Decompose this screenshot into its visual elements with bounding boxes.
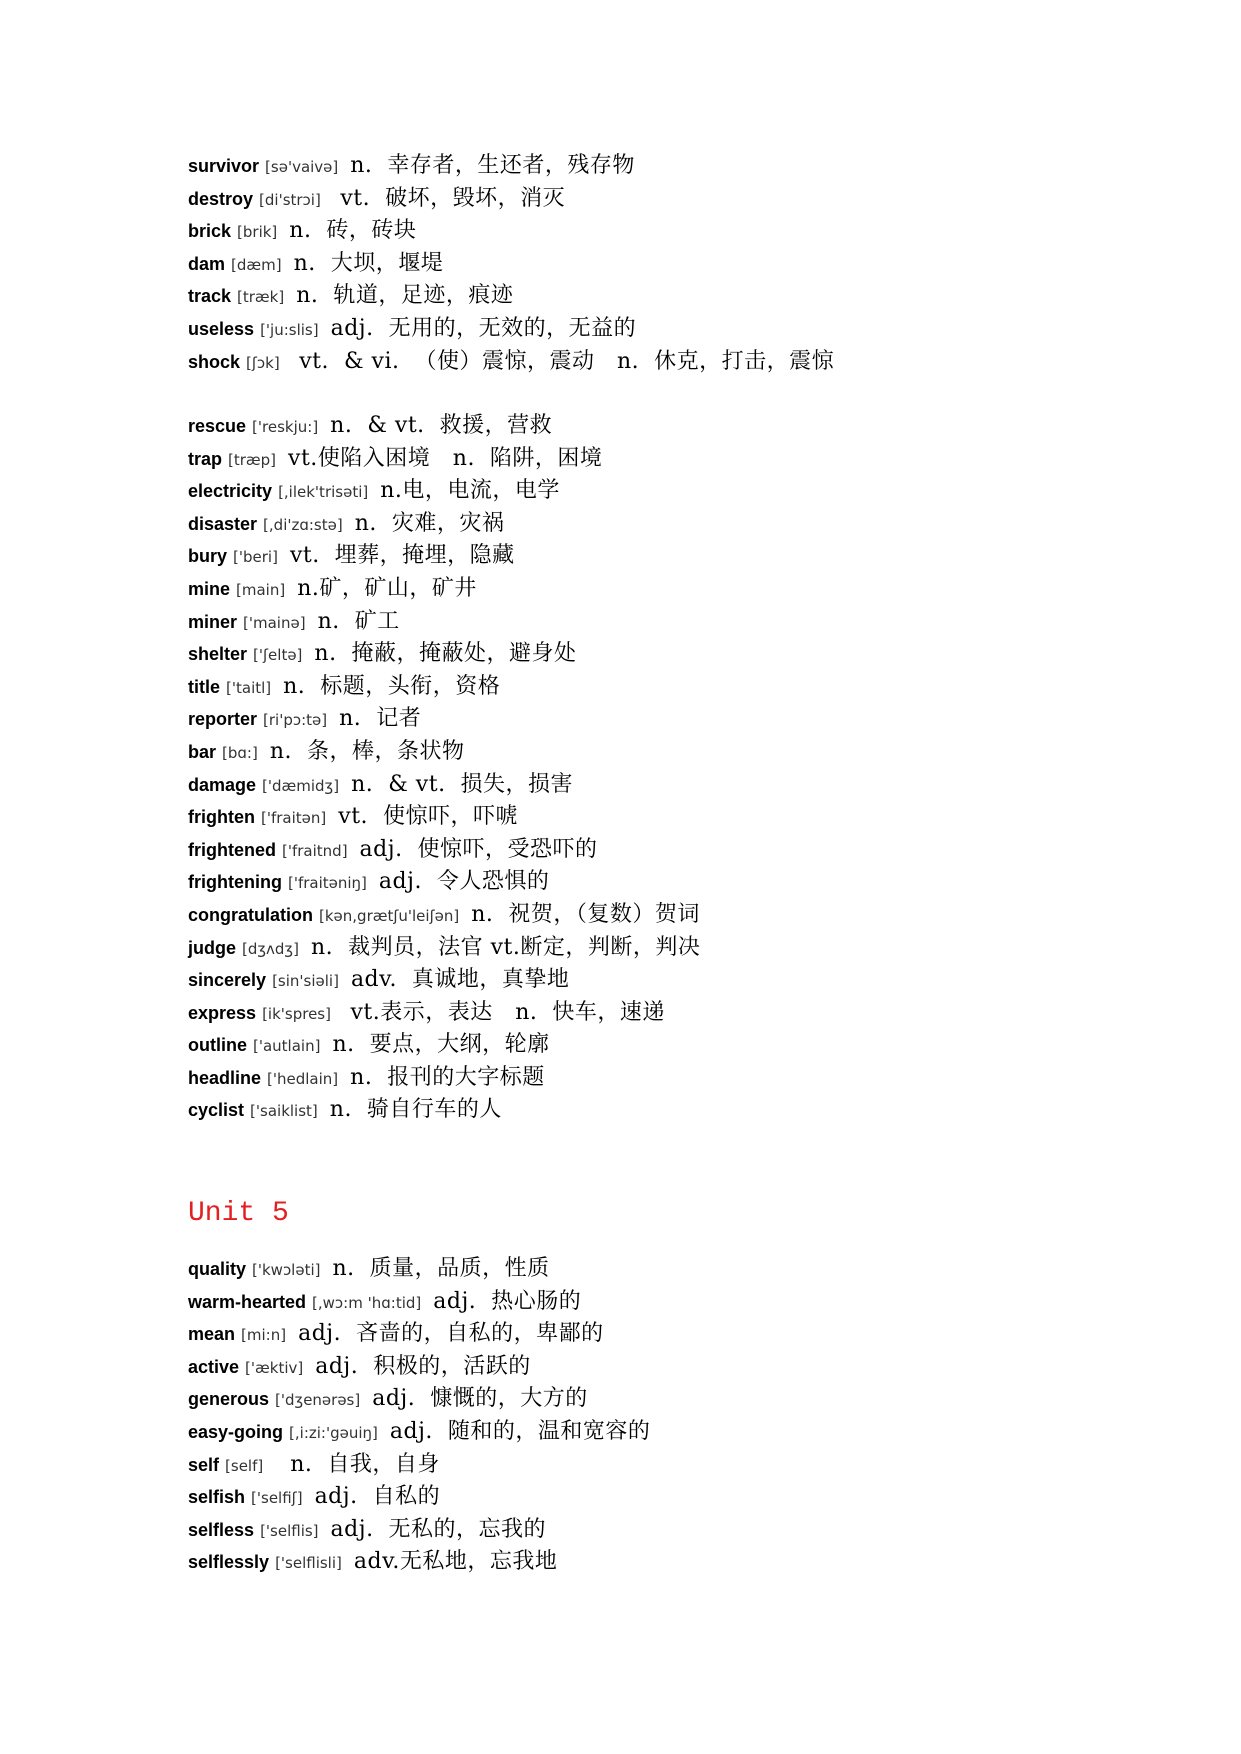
definition: n. 掩蔽，掩蔽处，避身处 <box>314 641 577 667</box>
vocab-word: trap <box>188 448 223 469</box>
vocab-word: active <box>188 1356 240 1377</box>
vocab-word: selflessly <box>188 1552 270 1573</box>
definition: n. 矿工 <box>317 608 400 634</box>
vocab-word: warm-hearted <box>188 1291 307 1312</box>
vocab-entry <box>188 344 834 377</box>
vocab-entry <box>188 1447 650 1480</box>
vocab-word: frightened <box>188 839 276 860</box>
vocab-entry <box>188 311 834 344</box>
vocab-word: rescue <box>188 416 247 436</box>
phonetic-transcription: ['fraitən] <box>261 809 327 828</box>
definition: n. 自我，自身 <box>275 1451 440 1477</box>
vocab-entry <box>188 538 700 571</box>
phonetic-transcription: ['mainə] <box>243 613 306 632</box>
definition: n.矿，矿山，矿井 <box>297 575 477 601</box>
vocab-entry <box>188 1027 700 1060</box>
definition: adj. 热心肠的 <box>433 1288 582 1314</box>
vocab-entry <box>188 473 700 506</box>
vocab-entry <box>188 246 834 279</box>
vocab-entry <box>188 1512 650 1545</box>
vocab-word: headline <box>188 1067 262 1088</box>
definition: adv. 真诚地，真挚地 <box>350 967 570 993</box>
phonetic-transcription: [bɑ:] <box>222 743 258 762</box>
vocab-entry <box>188 1284 650 1317</box>
phonetic-transcription: [mi:n] <box>241 1326 287 1345</box>
vocab-word: bury <box>188 546 228 567</box>
phonetic-transcription: ['dæmidʒ] <box>262 776 340 795</box>
vocab-word: sincerely <box>188 970 267 991</box>
definition: vt. 埋葬，掩埋，隐藏 <box>289 543 515 569</box>
definition: n. 条，棒，条状物 <box>269 738 465 764</box>
unit-heading: Unit 5 <box>188 1198 289 1229</box>
vocab-entry <box>188 1544 650 1577</box>
phonetic-transcription: ['æktiv] <box>245 1358 304 1377</box>
definition: n. & vt. 救援，营救 <box>330 413 553 438</box>
definition: n. 轨道，足迹，痕迹 <box>296 283 514 309</box>
phonetic-transcription: [ik'spres] <box>262 1004 331 1023</box>
definition: adj. 吝啬的，自私的，卑鄙的 <box>298 1321 604 1347</box>
vocab-word: selfless <box>188 1519 255 1540</box>
vocab-entry <box>188 506 700 539</box>
phonetic-transcription: ['saiklist] <box>250 1102 318 1121</box>
definition: vt. 使惊吓，吓唬 <box>338 804 519 830</box>
vocab-entry <box>188 1479 650 1512</box>
vocab-word: express <box>188 1002 257 1023</box>
vocab-entry <box>188 1414 650 1447</box>
phonetic-transcription: ['fraitəniŋ] <box>287 874 367 893</box>
definition: adj. 自私的 <box>314 1484 441 1510</box>
phonetic-transcription: ['ju:slis] <box>260 320 319 339</box>
vocab-entry <box>188 1381 650 1414</box>
vocab-entry <box>188 897 700 930</box>
vocab-word: track <box>188 286 232 307</box>
vocab-word: frightening <box>188 872 282 893</box>
phonetic-transcription: ['reskju:] <box>252 418 319 436</box>
phonetic-transcription: [dʒʌdʒ] <box>242 939 299 958</box>
phonetic-transcription: [kən,grætʃu'leiʃən] <box>319 906 460 925</box>
vocab-word: disaster <box>188 513 258 534</box>
vocab-word: useless <box>188 318 255 339</box>
definition: adj. 慷慨的，大方的 <box>372 1386 588 1412</box>
vocab-entry <box>188 1092 700 1125</box>
phonetic-transcription: [sin'siəli] <box>272 972 339 991</box>
definition: n. 记者 <box>339 706 422 732</box>
definition: vt. & vi. （使）震惊，震动 n. 休克，打击，震惊 <box>291 348 835 374</box>
vocab-word: mean <box>188 1324 236 1345</box>
vocab-entry <box>188 1251 650 1284</box>
vocab-word: selfish <box>188 1487 246 1508</box>
vocab-entry <box>188 604 700 637</box>
phonetic-transcription: [,ilek'trisəti] <box>278 483 369 502</box>
phonetic-transcription: [di'strɔi] <box>259 190 321 209</box>
definition: vt. 破坏，毁坏，消灭 <box>332 185 566 211</box>
definition: n. 骑自行车的人 <box>329 1097 502 1123</box>
vocab-word: congratulation <box>188 904 313 925</box>
phonetic-transcription: [,wɔ:m 'hɑ:tid] <box>312 1293 422 1312</box>
vocab-word: miner <box>188 611 238 632</box>
vocab-word: dam <box>188 253 226 274</box>
phonetic-transcription: [træp] <box>228 450 277 469</box>
vocab-word: self <box>188 1454 220 1475</box>
phonetic-transcription: ['selfiʃ] <box>251 1489 303 1508</box>
vocab-word: reporter <box>188 709 258 730</box>
vocab-word: easy-going <box>188 1421 284 1442</box>
phonetic-transcription: [,di'zɑ:stə] <box>263 515 343 534</box>
vocab-entry <box>188 441 700 474</box>
vocab-list-section-1 <box>188 148 834 376</box>
vocab-word: cyclist <box>188 1100 245 1121</box>
vocab-entry <box>188 767 700 800</box>
vocab-entry <box>188 864 700 897</box>
definition: adj. 积极的，活跃的 <box>315 1353 531 1379</box>
definition: adj. 令人恐惧的 <box>378 869 550 895</box>
vocab-list-section-3 <box>188 1251 650 1577</box>
vocab-entry <box>188 832 700 865</box>
vocab-entry <box>188 148 834 181</box>
vocab-word: frighten <box>188 807 255 828</box>
definition: n.电，电流，电学 <box>380 478 560 504</box>
vocab-word: mine <box>188 578 231 599</box>
definition: n. & vt. 损失，损害 <box>351 771 574 797</box>
vocab-word: bar <box>188 741 217 762</box>
definition: n. 标题，头衔，资格 <box>283 673 501 699</box>
phonetic-transcription: [brik] <box>237 223 278 242</box>
vocab-word: shelter <box>188 644 248 665</box>
vocab-entry <box>188 995 700 1028</box>
phonetic-transcription: ['taitl] <box>226 678 272 697</box>
definition: n. 要点，大纲，轮廓 <box>332 1032 550 1058</box>
vocab-list-section-2 <box>188 408 700 1125</box>
vocab-entry <box>188 701 700 734</box>
vocab-word: title <box>188 676 221 697</box>
vocab-entry <box>188 408 700 441</box>
phonetic-transcription: [dæm] <box>231 255 282 274</box>
definition: n. 祝贺，（复数）贺词 <box>471 901 700 927</box>
phonetic-transcription: ['kwɔləti] <box>252 1261 321 1279</box>
phonetic-transcription: [træk] <box>237 288 285 307</box>
definition: n. 幸存者，生还者，残存物 <box>350 153 635 178</box>
definition: n. 质量，品质，性质 <box>332 1256 550 1281</box>
vocab-entry <box>188 1349 650 1382</box>
definition: n. 灾难，灾祸 <box>354 510 505 536</box>
vocab-entry <box>188 213 834 246</box>
vocab-word: survivor <box>188 156 260 176</box>
definition: n. 砖，砖块 <box>289 218 417 244</box>
vocab-entry <box>188 571 700 604</box>
vocab-entry <box>188 734 700 767</box>
definition: adj. 无用的，无效的，无益的 <box>330 315 637 341</box>
definition: adj. 随和的，温和宽容的 <box>389 1418 651 1444</box>
vocab-word: damage <box>188 774 257 795</box>
vocab-entry <box>188 181 834 214</box>
vocab-entry <box>188 799 700 832</box>
vocab-entry <box>188 669 700 702</box>
vocab-entry <box>188 636 700 669</box>
phonetic-transcription: [sə'vaivə] <box>265 158 339 176</box>
phonetic-transcription: ['ʃeltə] <box>253 646 303 665</box>
phonetic-transcription: [ʃɔk] <box>246 353 280 372</box>
phonetic-transcription: ['selflisli] <box>275 1554 342 1573</box>
definition: n. 裁判员，法官 vt.断定，判断，判决 <box>310 934 701 960</box>
phonetic-transcription: [self] <box>225 1456 264 1475</box>
definition: vt.使陷入困境 n. 陷阱，困境 <box>288 445 603 471</box>
definition: n. 大坝，堰堤 <box>293 250 444 276</box>
phonetic-transcription: ['autlain] <box>253 1037 321 1056</box>
phonetic-transcription: [main] <box>236 580 286 599</box>
phonetic-transcription: ['dʒenərəs] <box>275 1391 361 1410</box>
vocab-word: outline <box>188 1035 247 1056</box>
vocab-entry <box>188 1060 700 1093</box>
vocab-word: brick <box>188 221 232 242</box>
phonetic-transcription: ['beri] <box>233 548 278 567</box>
definition: n. 报刊的大字标题 <box>350 1064 545 1090</box>
definition: adv.无私地，忘我地 <box>353 1549 558 1575</box>
phonetic-transcription: ['hedlain] <box>267 1069 339 1088</box>
vocab-word: quality <box>188 1259 247 1279</box>
phonetic-transcription: [,i:zi:'gəuiŋ] <box>289 1423 378 1442</box>
phonetic-transcription: [ri'pɔ:tə] <box>263 711 328 730</box>
vocab-word: judge <box>188 937 236 958</box>
vocab-word: destroy <box>188 188 254 209</box>
vocab-entry <box>188 962 700 995</box>
phonetic-transcription: ['selflis] <box>260 1521 319 1540</box>
definition: adj. 使惊吓，受恐吓的 <box>359 836 598 862</box>
vocab-entry <box>188 278 834 311</box>
vocab-entry <box>188 930 700 963</box>
vocab-word: generous <box>188 1389 270 1410</box>
definition: adj. 无私的，忘我的 <box>330 1516 547 1542</box>
vocab-word: shock <box>188 351 241 372</box>
definition: vt.表示，表达 n. 快车，速递 <box>342 999 665 1025</box>
vocab-entry <box>188 1316 650 1349</box>
vocab-word: electricity <box>188 481 273 502</box>
phonetic-transcription: ['fraitnd] <box>282 841 348 860</box>
